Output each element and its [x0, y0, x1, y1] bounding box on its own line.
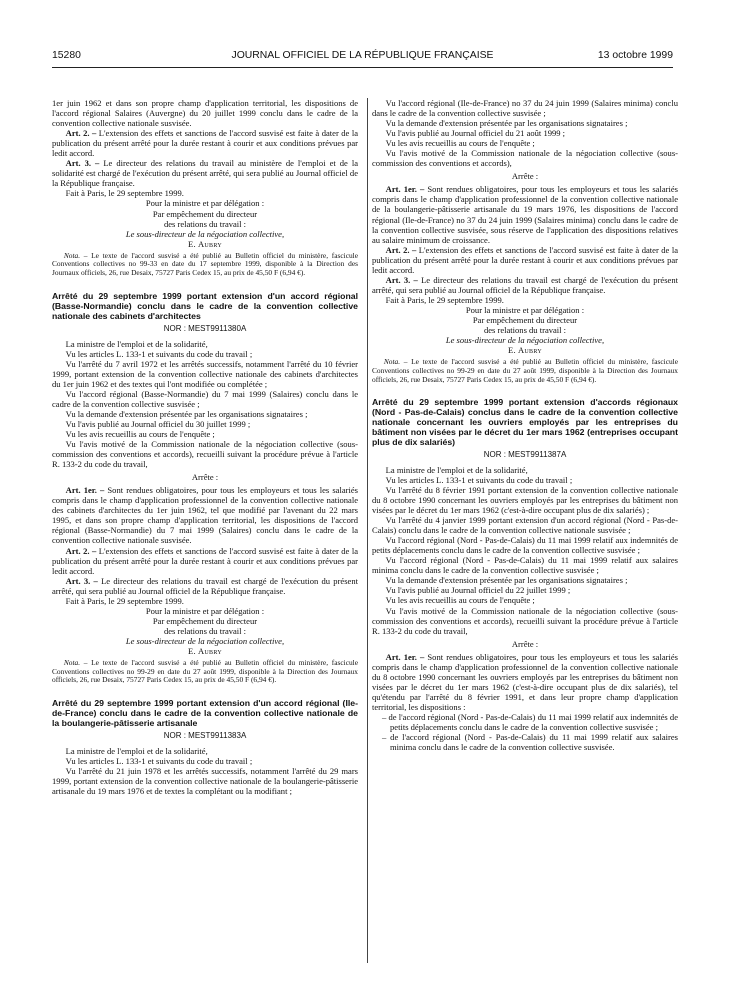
paragraph: Vu la demande d'extension présentée par les organisations signataires ; [385, 575, 628, 586]
signatory-name: E. Aubry [188, 238, 222, 249]
article-text: Sont rendues obligatoires, pour tous les employeurs et tous les salariés compris dans le champ d'application professionnel de la convention collective nationale de la boulangerie-pâtisserie artisanale du 19 mars 1976, les dispositions de l'accord régional (Ile-de-France) no 37 du 24 juin 1999 (Salaires minima) conclu dans le cadre de la convention collective susvisée, sous réserve de l'application des dispositions relatives au salaire minimum de croissance. [372, 184, 678, 245]
dispositions-list [372, 712, 678, 752]
article-text: L'extension des effets et sanctions de l'accord susvisé est faite à dater de la publication du présent arrêté pour la durée restant à courir et aux conditions prévues par ledit accord. [52, 128, 358, 159]
nor-reference: NOR : MEST9911383A [163, 730, 247, 740]
signature-block [52, 606, 358, 656]
arrete-heading: Arrête : [191, 472, 219, 483]
paragraph: Vu les avis recueillis au cours de l'enquête ; [385, 595, 535, 606]
fait-a-paris: Fait à Paris, le 29 septembre 1999. [65, 188, 184, 199]
paragraph: Vu la demande d'extension présentée par les organisations signataires ; [385, 118, 628, 129]
nota-label: Nota. – [383, 357, 408, 367]
page-number: 15280 [52, 50, 81, 61]
left-column [52, 98, 358, 990]
paragraph: Vu l'arrêté du 7 avril 1972 et les arrêtés successifs, notamment l'arrêté du 10 février 1999, portant extension de la convention collective nationale des cabinets d'architectes du 1er juin 1962 et des textes qui l'ont modifiée ou complétée ; [52, 358, 358, 389]
paragraph: Vu l'avis motivé de la Commission nationale de la négociation collective (sous-commission des conventions et accords), recueilli suivant la procédure prévue à l'article R. 133-2 du code du travail, [52, 439, 358, 470]
signature-line: Le sous-directeur de la négociation collective, [125, 635, 285, 646]
nota-note [372, 358, 678, 384]
article-text: Sont rendues obligatoires, pour tous les employeurs et tous les salariés compris dans le champ d'application professionnel de la convention collective nationale du 8 octobre 1990 concernant les ouvriers employés par les entreprises du bâtiment non visées par le décret du 1er mars 1962 (c'est-à-dire occupant plus de dix salariés), tel qu'étendu par l'arrêté du 8 février 1991, et dans leur propre champ d'application territorial, les dispositions : [372, 651, 678, 712]
continued-paragraph: 1er juin 1962 et dans son propre champ d'application territorial, les dispositions de l'accord régional Salaires (Auvergne) du 20 juillet 1999 conclu dans le cadre de la convention collective nationale susvisée. [52, 98, 358, 129]
article-1 [52, 485, 358, 545]
article-2 [372, 245, 678, 275]
nota-note [52, 252, 358, 278]
article-label: Art. 3. – [385, 274, 418, 285]
paragraph: Vu l'arrêté du 21 juin 1978 et les arrêtés successifs, notamment l'arrêté du 29 mars 1999, portant extension de la convention collective nationale de la boulangerie-pâtisserie artisanale du 19 mars 1976 et de textes la complétant ou la modifiant ; [52, 766, 358, 797]
article-label: Art. 1er. – [385, 184, 425, 195]
paragraph: Vu l'accord régional (Nord - Pas-de-Calais) du 11 mai 1999 relatif aux salaires minima conclu dans le cadre de la convention collective susvisée ; [372, 555, 678, 576]
signature-line: Le sous-directeur de la négociation collective, [445, 335, 605, 346]
paragraph: Vu la demande d'extension présentée par les organisations signataires ; [65, 408, 308, 419]
list-item: – de l'accord régional (Nord - Pas-de-Calais) du 11 mai 1999 relatif aux salaires minima conclu dans le cadre de la convention collective susvisée. [382, 732, 678, 753]
article-1 [372, 652, 678, 712]
paragraph: La ministre de l'emploi et de la solidarité, [65, 338, 208, 349]
paragraph: Vu l'avis publié au Journal officiel du 22 juillet 1999 ; [385, 585, 571, 596]
nor-reference: NOR : MEST9911387A [483, 449, 567, 459]
signature-line: Par empêchement du directeur [152, 615, 258, 626]
article-text: L'extension des effets et sanctions de l'accord susvisé est faite à dater de la publication du présent arrêté pour la durée restant à courir et aux conditions prévues par ledit accord. [372, 244, 678, 275]
nota-label: Nota. – [63, 658, 88, 668]
signature-line: Pour la ministre et par délégation : [145, 605, 265, 616]
signature-line: des relations du travail : [163, 625, 247, 636]
article-3 [52, 576, 358, 596]
signature-block [52, 198, 358, 248]
nor-reference: NOR : MEST9911380A [163, 323, 247, 333]
signature-line: des relations du travail : [483, 325, 567, 336]
paragraph: Vu l'accord régional (Basse-Normandie) du 7 mai 1999 (Salaires) conclu dans le cadre de la convention collective susvisée ; [52, 388, 358, 409]
signature-line: Pour la ministre et par délégation : [145, 198, 265, 209]
article-text: Sont rendues obligatoires, pour tous les employeurs et tous les salariés compris dans le champ d'application professionnel de la convention collective nationale des cabinets d'architectes du 1er juin 1962, tel que modifié par l'avenant du 22 mars 1995, et dans son propre champ d'application territorial, les dispositions de l'accord régional (Basse-Normandie) du 7 mai 1999 (Salaires) conclu dans le cadre de la convention collective nationale susvisée. [52, 485, 358, 546]
paragraph: La ministre de l'emploi et de la solidarité, [385, 464, 528, 475]
nota-text: Le texte de l'accord susvisé a été publié au Bulletin officiel du ministère, fascicule Conventions collectives no 99-29 en date du 27 août 1999, disponible à la Direction des Journaux officiels, 26, rue Desaix, 75727 Paris Cedex 15, au prix de 45,50 F (6,94 €). [52, 658, 358, 685]
signature-block [372, 305, 678, 355]
article-label: Art. 1er. – [385, 651, 425, 662]
article-label: Art. 3. – [65, 575, 98, 586]
paragraph: Vu l'accord régional (Nord - Pas-de-Calais) du 11 mai 1999 relatif aux indemnités de petits déplacements conclu dans le cadre de la convention collective susvisée ; [372, 535, 678, 556]
article-1 [372, 184, 678, 244]
paragraph: Vu les articles L. 133-1 et suivants du code du travail ; [65, 755, 253, 766]
paragraph: Vu l'arrêté du 4 janvier 1999 portant extension d'un accord régional (Nord - Pas-de-Calais) conclu dans le cadre de la convention collective nationale susvisée ; [372, 515, 678, 536]
paragraph: Vu l'avis publié au Journal officiel du 21 août 1999 ; [385, 128, 566, 139]
issue-date: 13 octobre 1999 [597, 50, 673, 61]
nota-label: Nota. – [63, 250, 88, 260]
list-item: – de l'accord régional (Nord - Pas-de-Calais) du 11 mai 1999 relatif aux indemnités de petits déplacements conclu dans le cadre de la convention collective susvisée ; [382, 711, 678, 733]
article-text: Le directeur des relations du travail est chargé de l'exécution du présent arrêté, qui sera publié au Journal officiel de la République française. [52, 575, 358, 596]
paragraph: Vu les avis recueillis au cours de l'enquête ; [65, 429, 215, 439]
arrete-heading: Arrête : [511, 171, 539, 182]
article-label: Art. 2. – [385, 244, 417, 255]
paragraph: Vu l'avis motivé de la Commission nationale de la négociation collective (sous-commission des conventions et accords), [372, 148, 678, 169]
article-2 [52, 546, 358, 576]
article-label: Art. 2. – [65, 545, 97, 556]
header-rule [52, 67, 673, 68]
signature-line: Le sous-directeur de la négociation collective, [125, 228, 285, 239]
fait-a-paris: Fait à Paris, le 29 septembre 1999. [65, 595, 184, 606]
paragraph: Vu l'avis publié au Journal officiel du 30 juillet 1999 ; [65, 418, 251, 429]
signatory-name: E. Aubry [188, 645, 222, 656]
article-label: Art. 2. – [65, 128, 97, 139]
signature-line: Pour la ministre et par délégation : [465, 304, 585, 315]
paragraph: Vu les avis recueillis au cours de l'enquête ; [385, 138, 535, 149]
nota-note [52, 659, 358, 685]
decree-title: Arrêté du 29 septembre 1999 portant extension d'un accord régional (Ile-de-France) conclu dans le cadre de la convention collective nationale de la boulangerie-pâtisserie artisanale [52, 698, 358, 728]
paragraph: Vu l'arrêté du 8 février 1991 portant extension de la convention collective nationale du 8 octobre 1990 concernant les ouvriers employés par les entreprises du bâtiment non visées par le décret du 1er mars 1962 (c'est-à-dire occupant plus de dix salariés) ; [372, 484, 678, 516]
article-text: Le directeur des relations du travail est chargé de l'exécution du présent arrêté, qui sera publié au Journal officiel de la République française. [372, 274, 678, 295]
signature-line: Par empêchement du directeur [472, 314, 578, 325]
article-3 [52, 158, 358, 188]
paragraph: Vu les articles L. 133-1 et suivants du code du travail ; [65, 348, 253, 359]
arrete-heading: Arrête : [511, 638, 539, 649]
signature-line: Par empêchement du directeur [152, 208, 258, 219]
article-label: Art. 3. – [65, 158, 100, 169]
nota-text: Le texte de l'accord susvisé a été publié au Bulletin officiel du ministère, fascicule Conventions collectives no 99-29 en date du 27 août 1999, disponible à la Direction des Journaux officiels, 26, rue Desaix, 75727 Paris Cedex 15, au prix de 45,50 F (6,94 €). [372, 357, 678, 384]
signature-line: des relations du travail : [163, 218, 247, 229]
page-header [52, 50, 673, 66]
nota-text: Le texte de l'accord susvisé a été publié au Bulletin officiel du ministère, fascicule Conventions collectives no 99-33 en date du 17 septembre 1999, disponible à la Direction des Journaux officiels, 26, rue Desaix, 75727 Paris Cedex 15, au prix de 45,50 F (6,94 €). [52, 250, 358, 278]
article-text: Le directeur des relations du travail au ministère de l'emploi et de la solidarité est chargé de l'exécution du présent arrêté, qui sera publié au Journal officiel de la République française. [52, 158, 358, 189]
paragraph: La ministre de l'emploi et de la solidarité, [65, 745, 208, 756]
right-column [372, 98, 678, 990]
fait-a-paris: Fait à Paris, le 29 septembre 1999. [385, 294, 504, 305]
journal-title: JOURNAL OFFICIEL DE LA RÉPUBLIQUE FRANÇAISE [231, 50, 494, 61]
decree-title: Arrêté du 29 septembre 1999 portant extension d'un accord régional (Basse-Normandie) conclu dans le cadre de la convention collective nationale des cabinets d'architectes [52, 290, 358, 321]
signatory-name: E. Aubry [508, 345, 542, 356]
decree-title: Arrêté du 29 septembre 1999 portant extension d'accords régionaux (Nord - Pas-de-Calais) conclus dans le cadre de la convention collective nationale concernant les ouvriers employés par les entreprises du bâtiment non visées par le décret du 1er mars 1962 (entreprises occupant plus de dix salariés) [372, 397, 678, 447]
column-divider [367, 98, 368, 963]
paragraph: Vu l'avis motivé de la Commission nationale de la négociation collective (sous-commission des conventions et accords), recueilli suivant la procédure prévue à l'article R. 133-2 du code du travail, [372, 605, 678, 636]
article-text: L'extension des effets et sanctions de l'accord susvisé est faite à dater de la publication du présent arrêté pour la durée restant à courir et aux conditions prévues par ledit accord. [52, 545, 358, 576]
article-2 [52, 128, 358, 158]
article-3 [372, 275, 678, 295]
paragraph: Vu les articles L. 133-1 et suivants du code du travail ; [385, 474, 573, 485]
article-label: Art. 1er. – [65, 485, 105, 496]
paragraph: Vu l'accord régional (Ile-de-France) no 37 du 24 juin 1999 (Salaires minima) conclu dans le cadre de la convention collective susvisée ; [372, 98, 678, 119]
